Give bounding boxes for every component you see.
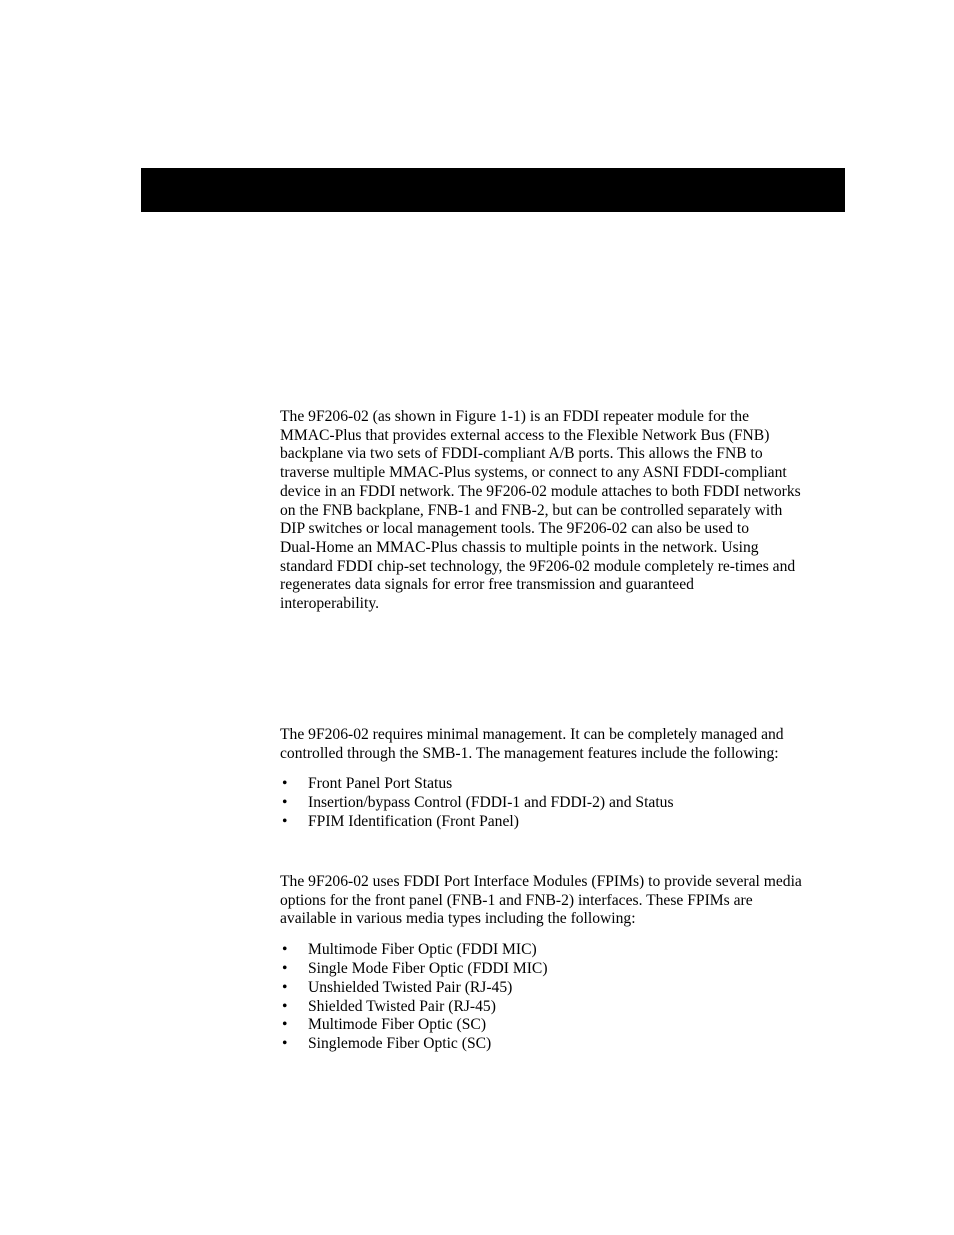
list-item-text: Front Panel Port Status	[308, 775, 453, 793]
list-item-text: Singlemode Fiber Optic (SC)	[308, 1035, 492, 1053]
media-paragraph: The 9F206-02 uses FDDI Port Interface Modules (FPIMs) to provide several media options for the front panel (FNB-1 and FNB-2) interfaces. These FPIMs are available in various media types including the following:	[280, 873, 802, 928]
list-item-text: Single Mode Fiber Optic (FDDI MIC)	[308, 959, 548, 977]
list-item	[280, 1035, 845, 1054]
bullet-icon: •	[282, 997, 288, 1015]
bullet-icon: •	[282, 794, 288, 812]
management-section	[280, 726, 845, 832]
list-item	[280, 979, 845, 998]
list-item-text: Unshielded Twisted Pair (RJ-45)	[308, 978, 513, 996]
chapter-header-bar	[141, 168, 845, 212]
list-item	[280, 1016, 845, 1035]
bullet-icon: •	[282, 1016, 288, 1034]
bullet-icon: •	[282, 775, 288, 793]
management-paragraph: The 9F206-02 requires minimal management. It can be completely managed and controlled through the SMB-1. The management features include the following:	[280, 726, 784, 762]
list-item	[280, 941, 845, 960]
list-item-text: Shielded Twisted Pair (RJ-45)	[308, 997, 496, 1015]
list-item	[280, 998, 845, 1017]
media-section	[280, 873, 845, 1054]
list-item-text: Insertion/bypass Control (FDDI-1 and FDDI-2) and Status	[308, 794, 674, 812]
bullet-icon: •	[282, 978, 288, 996]
bullet-icon: •	[282, 1035, 288, 1053]
overview-paragraph: The 9F206-02 (as shown in Figure 1-1) is an FDDI repeater module for the MMAC-Plus that provides external access to the Flexible Network Bus (FNB) backplane via two sets of FDDI-compliant A/B ports. This allows the FNB to traverse multiple MMAC-Plus systems, or connect to any ASNI FDDI-compliant device in an FDDI network. The 9F206-02 module attaches to both FDDI networks on the FNB backplane, FNB-1 and FNB-2, but can be controlled separately with DIP switches or local management tools. The 9F206-02 can also be used to Dual-Home an MMAC-Plus chassis to multiple points in the network. Using standard FDDI chip-set technology, the 9F206-02 module completely re-times and regenerates data signals for error free transmission and guaranteed interoperability.	[280, 408, 801, 613]
bullet-icon: •	[282, 959, 288, 977]
bullet-icon: •	[282, 813, 288, 830]
overview-section	[280, 408, 845, 614]
list-item-text: FPIM Identification (Front Panel)	[308, 813, 519, 830]
media-type-list	[280, 941, 845, 1054]
bullet-icon: •	[282, 941, 288, 959]
list-item-text: Multimode Fiber Optic (FDDI MIC)	[308, 941, 537, 959]
list-item-text: Multimode Fiber Optic (SC)	[308, 1016, 487, 1034]
list-item	[280, 813, 845, 832]
list-item	[280, 960, 845, 979]
management-feature-list	[280, 775, 845, 831]
list-item	[280, 794, 845, 813]
list-item	[280, 775, 845, 794]
